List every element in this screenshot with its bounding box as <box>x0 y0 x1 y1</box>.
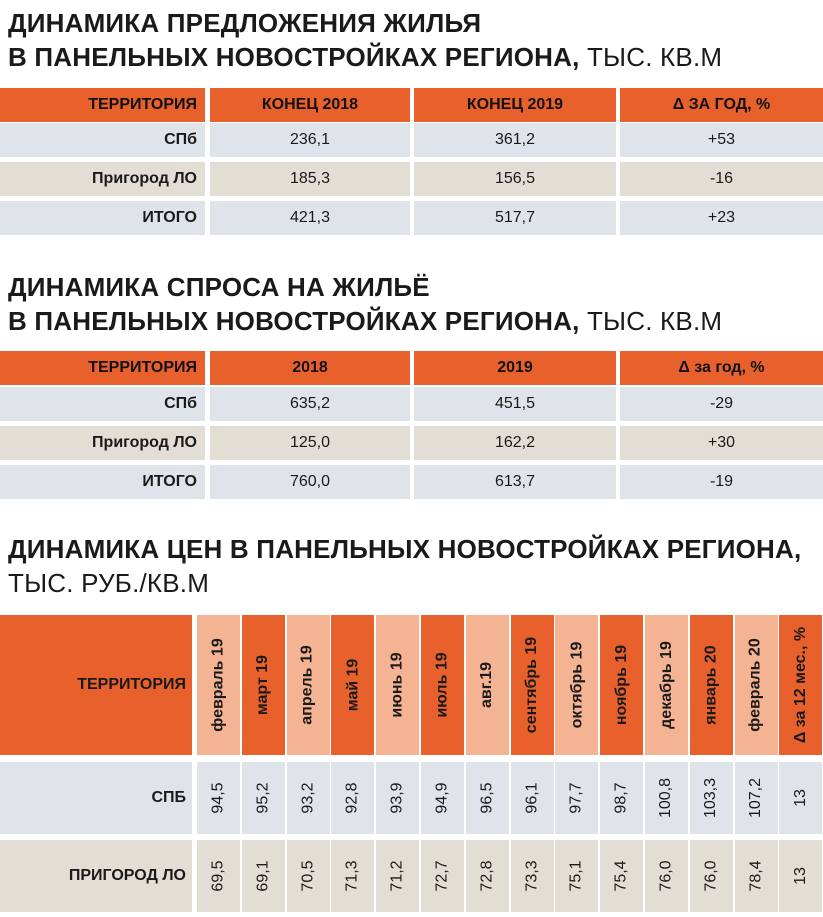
prices-row-value <box>242 762 285 834</box>
prices-row-value <box>197 840 240 912</box>
demand-header-1: 2018 <box>210 351 410 385</box>
prices-value-text: 97,7 <box>567 782 585 814</box>
prices-row-value <box>287 840 330 912</box>
prices-header-month-label: февраль 20 <box>747 638 765 732</box>
prices-row-value <box>600 840 643 912</box>
prices-header-month-label: апрель 19 <box>299 645 317 725</box>
prices-header-month-label: декабрь 19 <box>657 641 675 729</box>
demand-header-2: 2019 <box>414 351 616 385</box>
prices-row-label: СПБ <box>0 762 192 834</box>
prices-value-text: 69,1 <box>254 860 272 892</box>
prices-row-value <box>421 840 464 912</box>
prices-title-line2 <box>8 566 209 600</box>
prices-header-month <box>242 615 285 755</box>
prices-header-month <box>600 615 643 755</box>
prices-row-value <box>645 762 688 834</box>
prices-row-value <box>287 762 330 834</box>
prices-header-month-label: май 19 <box>343 658 361 712</box>
supply-row-value: -16 <box>620 162 823 196</box>
prices-row-value <box>331 762 374 834</box>
prices-row-value <box>331 840 374 912</box>
prices-header-month <box>197 615 240 755</box>
prices-value-text: 76,0 <box>657 860 675 892</box>
prices-header-month-label: авг.19 <box>478 661 496 709</box>
prices-row-value <box>376 840 419 912</box>
supply-row-value: 185,3 <box>210 162 410 196</box>
supply-title-bold: В ПАНЕЛЬНЫХ НОВОСТРОЙКАХ РЕГИОНА, <box>8 42 580 72</box>
demand-title-line2 <box>8 304 722 338</box>
prices-header-month-label: февраль 19 <box>209 638 227 732</box>
prices-value-text: 72,7 <box>433 860 451 892</box>
prices-row-value <box>511 762 554 834</box>
prices-value-text: 93,9 <box>388 782 406 814</box>
prices-value-text: 94,5 <box>209 782 227 814</box>
prices-value-text: 70,5 <box>299 860 317 892</box>
prices-value-text: 71,3 <box>343 860 361 892</box>
prices-value-text: 69,5 <box>209 860 227 892</box>
prices-value-text: 72,8 <box>478 860 496 892</box>
demand-header-3: Δ за год, % <box>620 351 823 385</box>
prices-header-month <box>376 615 419 755</box>
demand-header-0: ТЕРРИТОРИЯ <box>0 351 205 385</box>
prices-row-value <box>197 762 240 834</box>
supply-title-unit: ТЫС. КВ.М <box>579 42 723 72</box>
demand-header-row <box>0 351 823 385</box>
supply-row-value: 361,2 <box>414 123 616 157</box>
supply-row-value: +53 <box>620 123 823 157</box>
prices-value-text: 76,0 <box>702 860 720 892</box>
supply-header-0: ТЕРРИТОРИЯ <box>0 88 205 122</box>
prices-row-value <box>779 840 822 912</box>
prices-row-value <box>511 840 554 912</box>
demand-row-value: 613,7 <box>414 465 616 499</box>
supply-header-1: КОНЕЦ 2018 <box>210 88 410 122</box>
prices-header-month-label: март 19 <box>254 654 272 716</box>
prices-row-value <box>735 840 778 912</box>
prices-row-value <box>690 762 733 834</box>
prices-row-value <box>555 762 598 834</box>
demand-row-value: 760,0 <box>210 465 410 499</box>
prices-header-month <box>735 615 778 755</box>
prices-header-month-label: январь 20 <box>702 645 720 725</box>
prices-row-value <box>466 762 509 834</box>
prices-header-month-label: июль 19 <box>433 652 451 718</box>
prices-row-value <box>421 762 464 834</box>
prices-header-month <box>511 615 554 755</box>
demand-title-line1: ДИНАМИКА СПРОСА НА ЖИЛЬЁ <box>8 272 430 302</box>
prices-header-month <box>331 615 374 755</box>
supply-title-line2 <box>8 40 722 74</box>
prices-value-text: 95,2 <box>254 782 272 814</box>
supply-row-label: Пригород ЛО <box>0 162 205 196</box>
supply-row-value: 517,7 <box>414 201 616 235</box>
demand-row-value: 635,2 <box>210 387 410 421</box>
prices-row-value <box>376 762 419 834</box>
supply-row-value: 421,3 <box>210 201 410 235</box>
prices-value-text: 100,8 <box>657 777 675 819</box>
supply-header-row <box>0 88 823 122</box>
prices-value-text: 13 <box>791 789 809 807</box>
prices-value-text: 94,9 <box>433 782 451 814</box>
prices-header-month <box>287 615 330 755</box>
prices-row-value <box>645 840 688 912</box>
prices-row-value <box>690 840 733 912</box>
prices-value-text: 75,4 <box>612 860 630 892</box>
prices-row-value <box>555 840 598 912</box>
prices-value-text: 107,2 <box>747 777 765 819</box>
prices-value-text: 78,4 <box>747 860 765 892</box>
prices-title-unit: ТЫС. РУБ./КВ.М <box>8 568 210 598</box>
supply-row-label: ИТОГО <box>0 201 205 235</box>
demand-table-row <box>0 465 823 499</box>
prices-value-text: 75,1 <box>567 860 585 892</box>
supply-table-row <box>0 201 823 235</box>
prices-value-text: 98,7 <box>612 782 630 814</box>
supply-row-label: СПб <box>0 123 205 157</box>
demand-title-unit: ТЫС. КВ.М <box>579 306 723 336</box>
supply-table-row <box>0 162 823 196</box>
supply-row-value: 236,1 <box>210 123 410 157</box>
prices-header-month <box>555 615 598 755</box>
prices-row-value <box>735 762 778 834</box>
prices-value-text: 93,2 <box>299 782 317 814</box>
prices-header-month-label: сентябрь 19 <box>523 636 541 734</box>
demand-row-value: 162,2 <box>414 426 616 460</box>
supply-header-2: КОНЕЦ 2019 <box>414 88 616 122</box>
prices-header-month <box>421 615 464 755</box>
demand-row-value: 451,5 <box>414 387 616 421</box>
prices-header-month <box>645 615 688 755</box>
prices-header-territory: ТЕРРИТОРИЯ <box>0 615 192 755</box>
prices-row-label: ПРИГОРОД ЛО <box>0 840 192 912</box>
supply-header-3: Δ ЗА ГОД, % <box>620 88 823 122</box>
supply-row-value: +23 <box>620 201 823 235</box>
demand-row-value: -19 <box>620 465 823 499</box>
demand-title-bold: В ПАНЕЛЬНЫХ НОВОСТРОЙКАХ РЕГИОНА, <box>8 306 580 336</box>
demand-row-value: -29 <box>620 387 823 421</box>
prices-row-value <box>466 840 509 912</box>
prices-value-text: 73,3 <box>523 860 541 892</box>
prices-value-text: 103,3 <box>702 777 720 819</box>
prices-row-value <box>242 840 285 912</box>
prices-header-month-label: Δ за 12 мес., % <box>791 626 809 744</box>
prices-value-text: 92,8 <box>343 782 361 814</box>
prices-value-text: 71,2 <box>388 860 406 892</box>
prices-title-line1: ДИНАМИКА ЦЕН В ПАНЕЛЬНЫХ НОВОСТРОЙКАХ РЕГИОНА, <box>8 534 802 564</box>
prices-row-value <box>779 762 822 834</box>
supply-table-row <box>0 123 823 157</box>
prices-header-month <box>466 615 509 755</box>
prices-header-month <box>779 615 822 755</box>
prices-header-month-label: июнь 19 <box>388 652 406 718</box>
prices-header-month-label: октябрь 19 <box>567 641 585 729</box>
demand-table-row <box>0 426 823 460</box>
supply-title-line1: ДИНАМИКА ПРЕДЛОЖЕНИЯ ЖИЛЬЯ <box>8 8 482 38</box>
demand-row-value: 125,0 <box>210 426 410 460</box>
demand-table-row <box>0 387 823 421</box>
prices-header-month-label: ноябрь 19 <box>612 644 630 726</box>
prices-value-text: 13 <box>791 867 809 885</box>
demand-row-value: +30 <box>620 426 823 460</box>
demand-row-label: Пригород ЛО <box>0 426 205 460</box>
prices-value-text: 96,5 <box>478 782 496 814</box>
prices-value-text: 96,1 <box>523 782 541 814</box>
demand-row-label: СПб <box>0 387 205 421</box>
prices-row-value <box>600 762 643 834</box>
prices-header-month <box>690 615 733 755</box>
supply-row-value: 156,5 <box>414 162 616 196</box>
demand-row-label: ИТОГО <box>0 465 205 499</box>
